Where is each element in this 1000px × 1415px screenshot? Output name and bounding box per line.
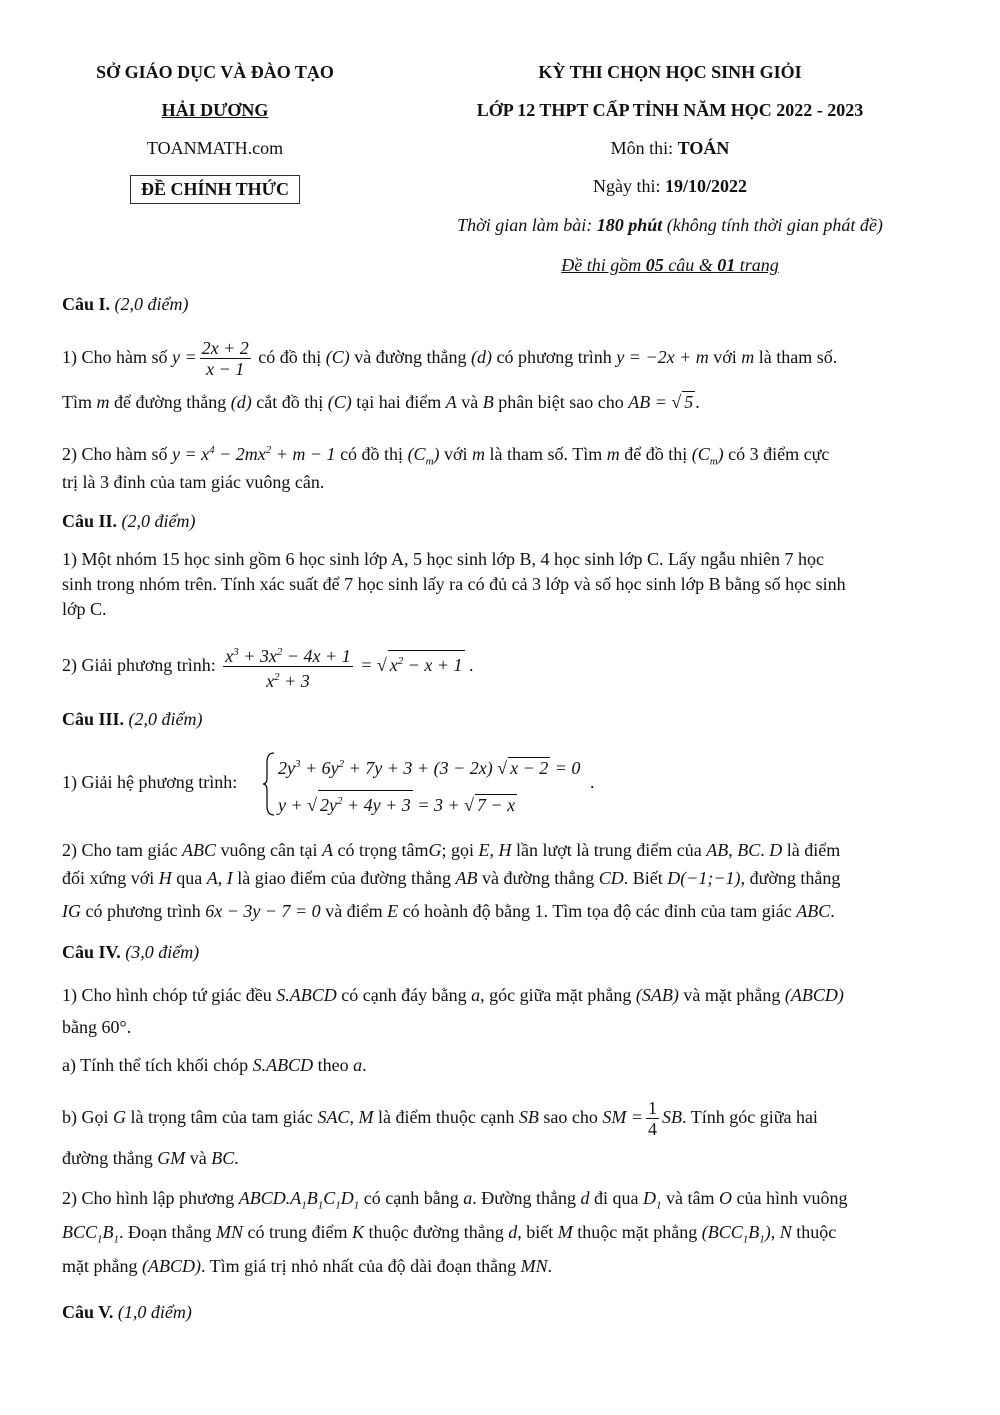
q2-title: Câu II. bbox=[62, 511, 118, 531]
q4-p2-line2: $BCC_1B_1$. Đoạn thẳng MN có trung điểm K thuộc đường thẳng d, biết M thuộc mặt phẳng $(BCC_1B_1)$, N thuộc bbox=[62, 1222, 837, 1246]
text: cắt đồ thị bbox=[256, 392, 324, 412]
pages-text-a: Đề thi gồm bbox=[561, 255, 642, 275]
time-label: Thời gian làm bài: bbox=[457, 215, 593, 235]
q1-p2-line1: 2) Cho hàm số $y = x^4 - 2mx^2 + m - 1$ có đồ thị $(C_m)$ với m là tham số. Tìm m để đồ thị $(C_m)$ có 3 điểm cực bbox=[62, 444, 830, 468]
q1-p1-line1: 1) Cho hàm số y = $\frac{2x + 2}{x - 1}$ có đồ thị (C) và đường thẳng (d) có phương trình y = −2x + m với m là tham số. bbox=[62, 338, 838, 380]
q4-pa: a) Tính thể tích khối chóp S.ABCD theo a. bbox=[62, 1055, 367, 1075]
dept-name: SỞ GIÁO DỤC VÀ ĐÀO TẠO bbox=[96, 62, 334, 82]
q3-p2-line3: IG có phương trình 6x − 3y − 7 = 0 và điểm E có hoành độ bằng 1. Tìm tọa độ các đỉnh của tam giác ABC. bbox=[62, 901, 835, 921]
text: và tâm bbox=[666, 1188, 715, 1208]
text: có 3 điểm cực bbox=[728, 444, 830, 464]
text: có trung điểm bbox=[247, 1222, 348, 1242]
text: với bbox=[713, 347, 737, 367]
q4-p1-line2: bằng 60°. bbox=[62, 1017, 132, 1037]
q3-p2-line2: đối xứng với H qua A, I là giao điểm của đường thẳng AB và đường thẳng CD. Biết D(−1;−1), đường thẳng bbox=[62, 868, 841, 888]
pages-count-questions: 05 bbox=[645, 255, 664, 275]
text: vuông cân tại bbox=[220, 840, 318, 860]
q3-title: Câu III. bbox=[62, 709, 125, 729]
subject-line bbox=[410, 138, 930, 159]
q3-p2-line1: 2) Cho tam giác ABC vuông cân tại A có trọng tâmG; gọi E, H lần lượt là trung điểm của AB, BC. D là điểm bbox=[62, 840, 841, 860]
text: đối xứng với bbox=[62, 868, 155, 888]
q2-p1-line1: 1) Một nhóm 15 học sinh gồm 6 học sinh lớp A, 5 học sinh lớp B, 4 học sinh lớp C. Lấy ngẫu nhiên 7 học bbox=[62, 549, 825, 569]
text: có phương trình bbox=[496, 347, 612, 367]
q3-points: (2,0 điểm) bbox=[128, 709, 203, 729]
text: . Tính góc giữa hai bbox=[682, 1107, 818, 1127]
text: để đồ thị bbox=[624, 444, 688, 464]
pages-text-e: trang bbox=[739, 255, 779, 275]
text: có cạnh bằng bbox=[363, 1188, 459, 1208]
date-label: Ngày thi: bbox=[592, 176, 661, 196]
q2-points: (2,0 điểm) bbox=[121, 511, 196, 531]
exam-title: KỲ THI CHỌN HỌC SINH GIỎI bbox=[538, 62, 802, 82]
pages-line bbox=[410, 255, 930, 276]
date-value: 19/10/2022 bbox=[664, 176, 747, 196]
text: Tìm bbox=[62, 392, 92, 412]
site-name: TOANMATH.com bbox=[146, 138, 284, 158]
time-note: (không tính thời gian phát đề) bbox=[666, 215, 883, 235]
q3-eq2: y + √ $2y^2 + 4y + 3 = 3$ + √ 7 − x bbox=[278, 790, 578, 817]
text: đường thẳng bbox=[62, 1148, 153, 1168]
text: với bbox=[444, 444, 468, 464]
q4-pb-line1: b) Gọi G là trọng tâm của tam giác SAC, M là điểm thuộc cạnh SB sao cho SM = $\frac{1}{4}$ SB. Tính góc giữa hai bbox=[62, 1098, 818, 1140]
text: để đường thẳng bbox=[114, 392, 227, 412]
q4-heading bbox=[62, 940, 940, 964]
text: 2) Cho hàm số bbox=[62, 444, 168, 464]
system-brace-icon bbox=[262, 752, 276, 816]
text: , đường thẳng bbox=[740, 868, 841, 888]
q5-points: (1,0 điểm) bbox=[117, 1302, 192, 1322]
text: . Tìm giá trị nhỏ nhất của độ dài đoạn thẳng bbox=[200, 1256, 517, 1276]
q4-p2-line3: mặt phẳng (ABCD). Tìm giá trị nhỏ nhất của độ dài đoạn thẳng MN. bbox=[62, 1256, 553, 1276]
text: lần lượt là trung điểm của bbox=[515, 840, 702, 860]
q3-eq-period: . bbox=[590, 772, 595, 792]
text: có trọng tâm bbox=[337, 840, 429, 860]
pages-count-pages: 01 bbox=[717, 255, 736, 275]
q1-p2-line2: trị là 3 đỉnh của tam giác vuông cân. bbox=[62, 472, 325, 492]
text: tại hai điểm bbox=[356, 392, 442, 412]
text: 2) Cho tam giác bbox=[62, 840, 178, 860]
text: qua bbox=[176, 868, 203, 888]
text: . Đoạn thẳng bbox=[119, 1222, 212, 1242]
text: thuộc đường thẳng bbox=[368, 1222, 504, 1242]
pages-text-c: câu & bbox=[668, 255, 713, 275]
official-badge-wrap bbox=[65, 175, 365, 204]
text: , góc giữa mặt phẳng bbox=[480, 985, 632, 1005]
official-badge: ĐỀ CHÍNH THỨC bbox=[130, 175, 300, 204]
text: và bbox=[189, 1148, 207, 1168]
text: và mặt phẳng bbox=[683, 985, 781, 1005]
q1-title: Câu I. bbox=[62, 294, 111, 314]
q3-eq1: $2y^3 + 6y^2 + 7y + 3 + (3 - 2x)$ √ x − 2 = 0 bbox=[278, 758, 581, 778]
text: 2) Cho hình lập phương bbox=[62, 1188, 235, 1208]
text: là giao điểm của đường thẳng bbox=[237, 868, 451, 888]
text: mặt phẳng bbox=[62, 1256, 138, 1276]
text: có cạnh đáy bằng bbox=[341, 985, 467, 1005]
text: thuộc bbox=[796, 1222, 837, 1242]
text: 2) Giải phương trình: bbox=[62, 655, 216, 675]
text: a) Tính thể tích khối chóp bbox=[62, 1055, 249, 1075]
time-value: 180 phút bbox=[596, 215, 663, 235]
text: là tham số. Tìm bbox=[489, 444, 603, 464]
text: có đồ thị bbox=[340, 444, 404, 464]
text: là tham số. bbox=[758, 347, 838, 367]
text: . Biết bbox=[623, 868, 663, 888]
time-line bbox=[410, 215, 930, 236]
text: theo bbox=[317, 1055, 349, 1075]
text: có đồ thị bbox=[258, 347, 322, 367]
text: ; gọi bbox=[441, 840, 474, 860]
q4-pb-line2: đường thẳng GM và BC. bbox=[62, 1148, 239, 1168]
q4-title: Câu IV. bbox=[62, 942, 121, 962]
text: và đường thẳng bbox=[354, 347, 467, 367]
q3-p1-label: 1) Giải hệ phương trình: bbox=[62, 772, 238, 792]
q4-p1-line1: 1) Cho hình chóp tứ giác đều S.ABCD có cạnh đáy bằng a, góc giữa mặt phẳng (SAB) và mặt phẳng (ABCD) bbox=[62, 985, 844, 1005]
text: thuộc mặt phẳng bbox=[577, 1222, 698, 1242]
q4-points: (3,0 điểm) bbox=[125, 942, 200, 962]
q1-heading bbox=[62, 292, 940, 316]
subject-value: TOÁN bbox=[677, 138, 730, 158]
q2-p1-line3: lớp C. bbox=[62, 599, 107, 619]
text: , biết bbox=[517, 1222, 554, 1242]
text: . Đường thẳng bbox=[472, 1188, 577, 1208]
text: và bbox=[461, 392, 479, 412]
text: đi qua bbox=[594, 1188, 639, 1208]
text: có phương trình bbox=[85, 901, 201, 921]
text: phân biệt sao cho bbox=[498, 392, 624, 412]
text: có hoành độ bằng 1. Tìm tọa độ các đỉnh của tam giác bbox=[402, 901, 792, 921]
q5-heading bbox=[62, 1300, 940, 1324]
date-line bbox=[410, 176, 930, 197]
q2-p2: 2) Giải phương trình: $\frac{x^3 + 3x^2 - 4x + 1}{x^2 + 3}$ = √ $x^2 - x + 1$ . bbox=[62, 640, 940, 690]
text: là trọng tâm của tam giác bbox=[130, 1107, 313, 1127]
text: và điểm bbox=[325, 901, 383, 921]
text: b) Gọi bbox=[62, 1107, 109, 1127]
q4-p2-line1: 2) Cho hình lập phương $ABCD.A_1B_1C_1D_1$ có cạnh bằng a. Đường thẳng d đi qua $D_1$ và tâm O của hình vuông bbox=[62, 1188, 848, 1212]
q2-heading bbox=[62, 509, 940, 533]
exam-subtitle: LỚP 12 THPT CẤP TỈNH NĂM HỌC 2022 - 2023 bbox=[476, 100, 864, 120]
text: và đường thẳng bbox=[482, 868, 595, 888]
q3-heading bbox=[62, 707, 940, 731]
text: sao cho bbox=[543, 1107, 598, 1127]
text: 1) Cho hình chóp tứ giác đều bbox=[62, 985, 272, 1005]
text: của hình vuông bbox=[736, 1188, 848, 1208]
q1-p1-line2: Tìm m để đường thẳng (d) cắt đồ thị (C) tại hai điểm A và B phân biệt sao cho AB = √ 5 . bbox=[62, 392, 700, 412]
province-name: HẢI DƯƠNG bbox=[161, 100, 269, 120]
text: là điểm bbox=[786, 840, 841, 860]
q5-title: Câu V. bbox=[62, 1302, 114, 1322]
text: 1) Cho hàm số bbox=[62, 347, 168, 367]
text: là điểm thuộc cạnh bbox=[377, 1107, 515, 1127]
subject-label: Môn thi: bbox=[610, 138, 674, 158]
q1-points: (2,0 điểm) bbox=[114, 294, 189, 314]
q2-p1-line2: sinh trong nhóm trên. Tính xác suất để 7 học sinh lấy ra có đủ cả 3 lớp và số học sinh lớp B bằng số học sinh bbox=[62, 574, 846, 594]
